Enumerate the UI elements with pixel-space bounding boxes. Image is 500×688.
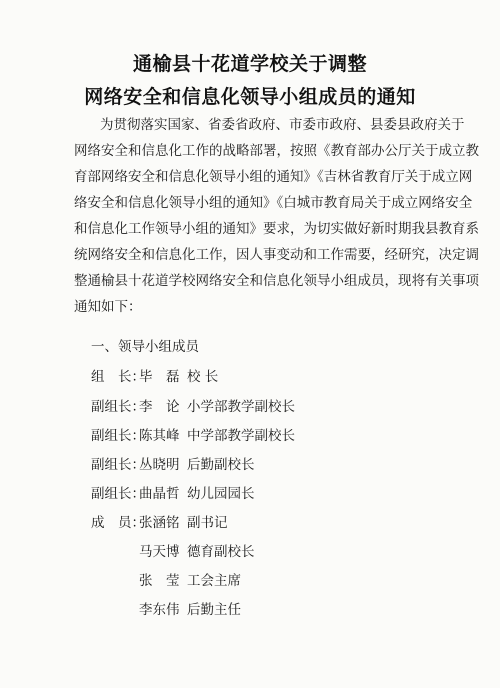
section-heading: 一、领导小组成员 xyxy=(91,339,199,355)
body-line: 通知如下： xyxy=(74,299,142,315)
document-title-line-1: 通榆县十花道学校关于调整 xyxy=(132,53,367,75)
member-name: 曲晶哲 xyxy=(139,486,180,502)
member-position: 后勤副校长 xyxy=(187,457,255,473)
body-line: 和信息化工作领导小组的通知》要求，为切实做好新时期我县教育系 xyxy=(74,221,479,237)
body-line: 整通榆县十花道学校网络安全和信息化领导小组成员，现将有关事项 xyxy=(74,273,479,289)
body-line: 育部网络安全和信息化领导小组的通知》《吉林省教育厅关于成立网 xyxy=(74,169,473,185)
member-position: 工会主席 xyxy=(187,573,241,589)
body-paragraph xyxy=(74,112,479,320)
member-role: 组 长： xyxy=(91,369,145,385)
body-line: 网络安全和信息化工作的战略部署，按照《教育部办公厅关于成立教 xyxy=(74,143,479,159)
member-name: 张涵铭 xyxy=(139,515,180,531)
member-role: 副组长： xyxy=(91,457,145,473)
member-name: 张 莹 xyxy=(139,573,180,589)
member-position: 后勤主任 xyxy=(187,602,241,618)
member-name: 丛晓明 xyxy=(139,457,180,473)
document-title-line-2: 网络安全和信息化领导小组成员的通知 xyxy=(84,86,416,108)
member-name: 毕 磊 xyxy=(139,369,180,385)
body-line: 络安全和信息化领导小组的通知》《白城市教育局关于成立网络安全 xyxy=(74,195,473,211)
member-position: 德育副校长 xyxy=(187,544,255,560)
member-position: 副书记 xyxy=(187,515,228,531)
body-line: 统网络安全和信息化工作，因人事变动和工作需要，经研究，决定调 xyxy=(74,247,479,263)
member-name: 李 论 xyxy=(139,399,180,415)
member-role: 副组长： xyxy=(91,486,145,502)
member-name: 陈其峰 xyxy=(139,428,180,444)
member-position: 幼儿园园长 xyxy=(187,486,255,502)
member-role: 成 员： xyxy=(91,515,145,531)
member-role: 副组长： xyxy=(91,399,145,415)
body-line: 为贯彻落实国家、省委省政府、市委市政府、县委县政府关于 xyxy=(100,117,465,133)
member-role: 副组长： xyxy=(91,428,145,444)
member-position: 校 长 xyxy=(187,369,219,385)
member-position: 小学部教学副校长 xyxy=(187,399,295,415)
member-position: 中学部教学副校长 xyxy=(187,428,295,444)
member-name: 马天博 xyxy=(139,544,180,560)
member-name: 李东伟 xyxy=(139,602,180,618)
